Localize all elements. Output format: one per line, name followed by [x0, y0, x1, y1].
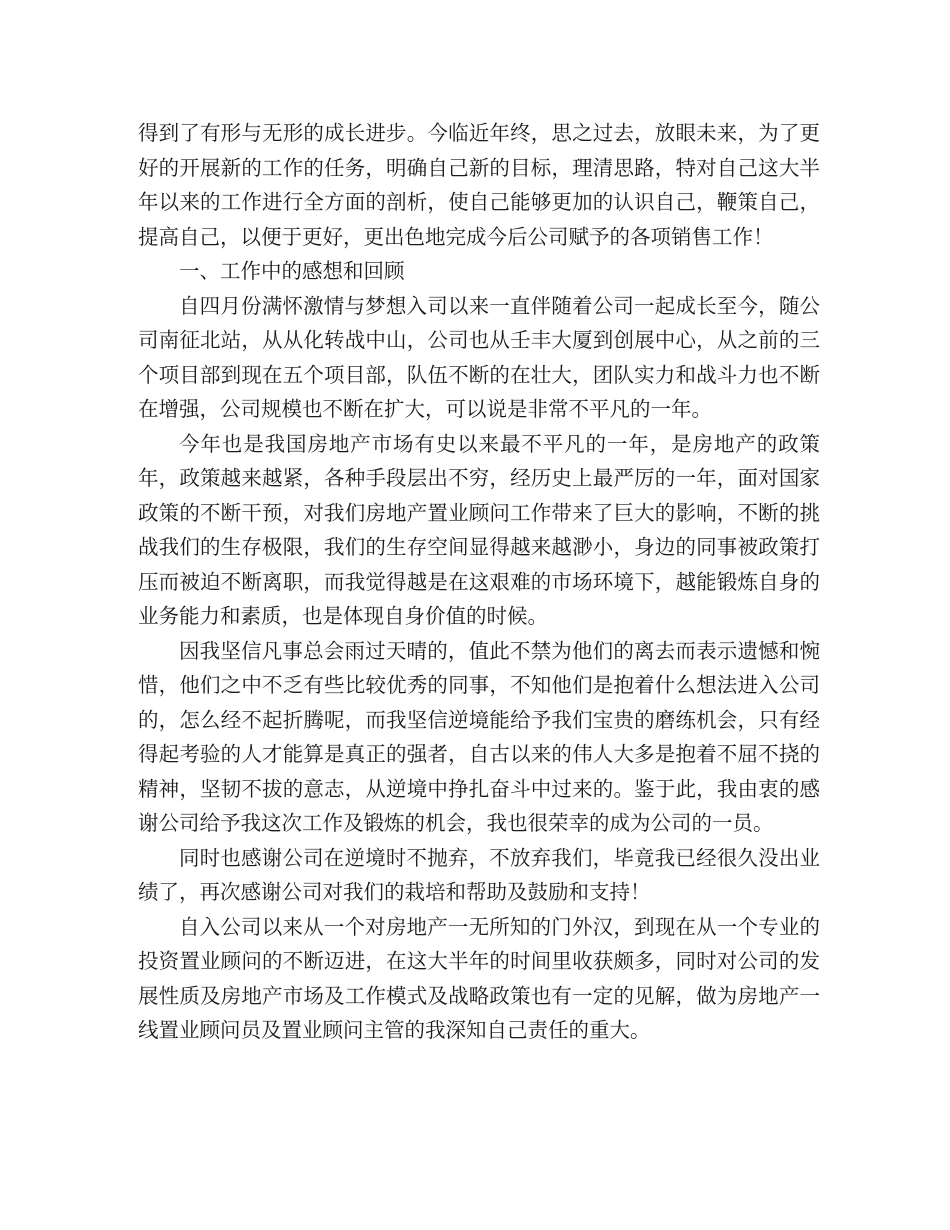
section-heading: 一、工作中的感想和回顾 [179, 259, 405, 283]
body-paragraph-3: 因我坚信凡事总会雨过天晴的，值此不禁为他们的离去而表示遗憾和惋惜，他们之中不乏有些比较优秀的同事，不知他们是抱着什么想法进入公司的，怎么经不起折腾呢，而我坚信逆境能给予我们宝贵的磨练机会，只有经得起考验的人才能算是真正的强者，自古以来的伟人大多是抱着不屈不挠的精神，坚韧不拔的意志，从逆境中挣扎奋斗中过来的。鉴于此，我由衷的感谢公司给予我这次工作及锻炼的机会，我也很荣幸的成为公司的一员。 [138, 638, 820, 835]
body-paragraph-4: 同时也感谢公司在逆境时不抛弃，不放弃我们，毕竟我已经很久没出业绩了，再次感谢公司对我们的栽培和帮助及鼓励和支持！ [138, 845, 820, 904]
body-paragraph-2: 今年也是我国房地产市场有史以来最不平凡的一年，是房地产的政策年，政策越来越紧，各种手段层出不穷，经历史上最严厉的一年，面对国家政策的不断干预，对我们房地产置业顾问工作带来了巨大的影响，不断的挑战我们的生存极限，我们的生存空间显得越来越渺小，身边的同事被政策打压而被迫不断离职，而我觉得越是在这艰难的市场环境下，越能锻炼自身的业务能力和素质，也是体现自身价值的时候。 [138, 431, 820, 628]
body-paragraph-1: 自四月份满怀激情与梦想入司以来一直伴随着公司一起成长至今，随公司南征北站，从从化转战中山，公司也从壬丰大厦到创展中心，从之前的三个项目部到现在五个项目部，队伍不断的在壮大，团队实力和战斗力也不断在增强，公司规模也不断在扩大，可以说是非常不平凡的一年。 [138, 293, 820, 421]
intro-paragraph: 得到了有形与无形的成长进步。今临近年终，思之过去，放眼未来，为了更好的开展新的工作的任务，明确自己新的目标，理清思路，特对自己这大半年以来的工作进行全方面的剖析，使自己能够更加的认识自己，鞭策自己，提高自己，以便于更好，更出色地完成今后公司赋予的各项销售工作！ [138, 121, 820, 249]
document-body [138, 116, 820, 1048]
body-paragraph-5: 自入公司以来从一个对房地产一无所知的门外汉，到现在从一个专业的投资置业顾问的不断迈进，在这大半年的时间里收获颇多，同时对公司的发展性质及房地产市场及工作模式及战略政策也有一定的见解，做为房地产一线置业顾问员及置业顾问主管的我深知自己责任的重大。 [138, 914, 820, 1042]
